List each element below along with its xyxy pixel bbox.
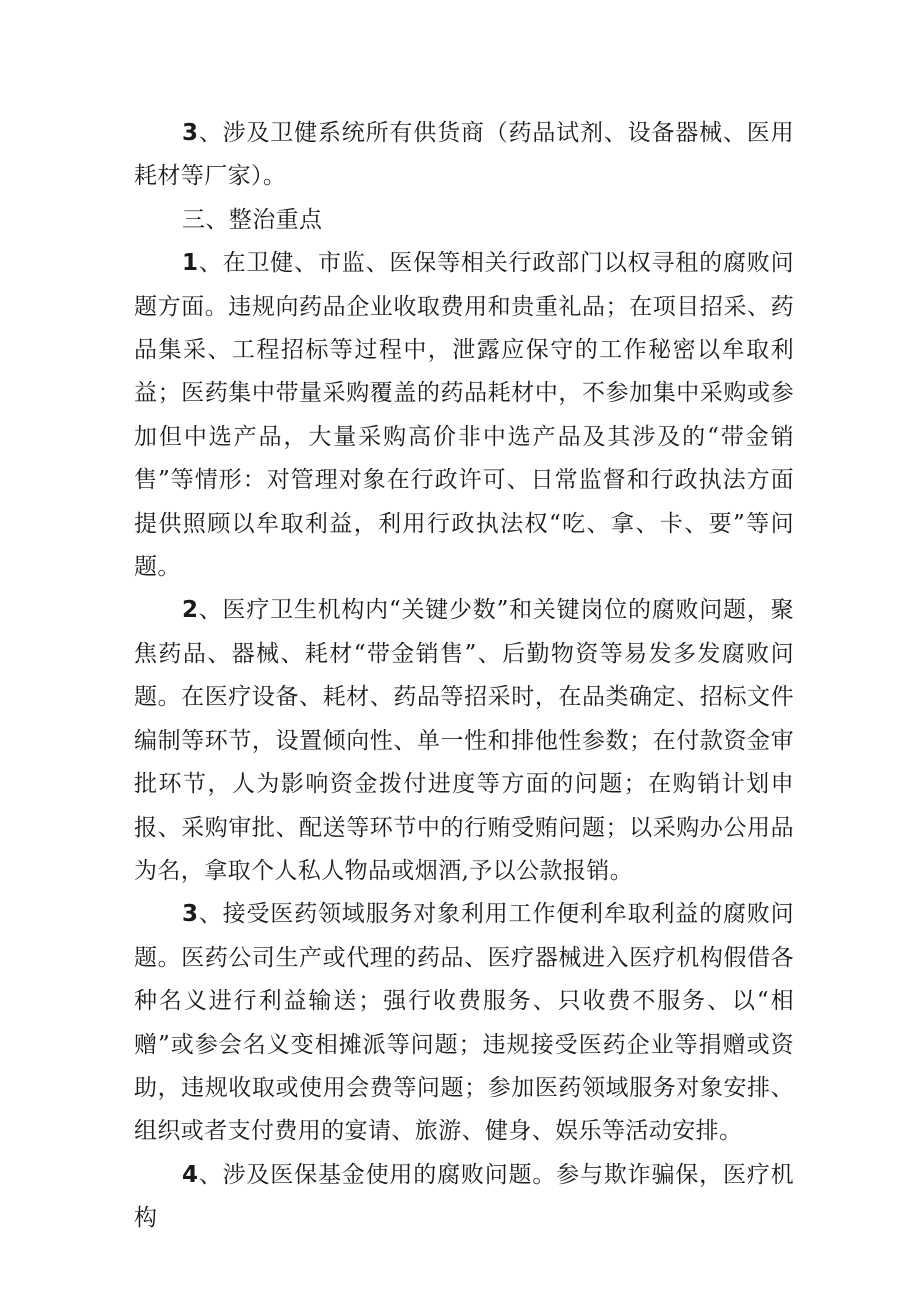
item-text: 、医疗卫生机构内“关键少数”和关键岗位的腐败问题，聚焦药品、器械、耗材“带金销售”、后勤物资等易发多发腐败问题。在医疗设备、耗材、药品等招采时，在品类确定、招标文件编制等环节，设置倾向性、单一性和排他性参数；在付款资金审批环节，人为影响资金拨付进度等方面的问题；在购销计划申报、采购审批、配送等环节中的行贿受贿问题；以采购办公用品为名，拿取个人私人物品或烟酒,予以公款报销。 [134,597,794,884]
item-number: 3 [182,120,199,146]
document-body [134,112,794,1241]
item-2 [134,589,794,893]
section-heading: 三、整治重点 [182,206,323,233]
item-text: 、涉及医保基金使用的腐败问题。参与欺诈骗保，医疗机构 [134,1161,794,1232]
item-1 [134,242,794,589]
item-number: 4 [182,1161,199,1188]
paragraph-text: 、涉及卫健系统所有供货商（药品试剂、设备器械、医用耗材等厂家）。 [134,120,794,190]
item-4 [134,1154,794,1241]
item-text: 、接受医药领域服务对象利用工作便利牟取利益的腐败问题。医药公司生产或代理的药品、医疗器械进入医疗机构假借各种名义进行利益输送；强行收费服务、只收费不服务、以“相赠”或参会名义变相摊派等问题；违规接受医药企业等捐赠或资助，违规收取或使用会费等问题；参加医药领域服务对象安排、组织或者支付费用的宴请、旅游、健身、娱乐等活动安排。 [134,901,794,1145]
item-number: 1 [182,250,199,277]
item-3 [134,893,794,1153]
item-text: 、在卫健、市监、医保等相关行政部门以权寻租的腐败问题方面。违规向药品企业收取费用和贵重礼品；在项目招采、药品集采、工程招标等过程中，泄露应保守的工作秘密以牟取利益；医药集中带量采购覆盖的药品耗材中，不参加集中采购或参加但中选产品，大量采购高价非中选产品及其涉及的“带金销售”等情形：对管理对象在行政许可、日常监督和行政执法方面提供照顾以牟取利益，利用行政执法权“吃、拿、卡、要”等问题。 [134,250,794,581]
item-number: 3 [182,901,199,928]
paragraph-scope-3 [134,112,794,199]
item-number: 2 [182,597,199,624]
